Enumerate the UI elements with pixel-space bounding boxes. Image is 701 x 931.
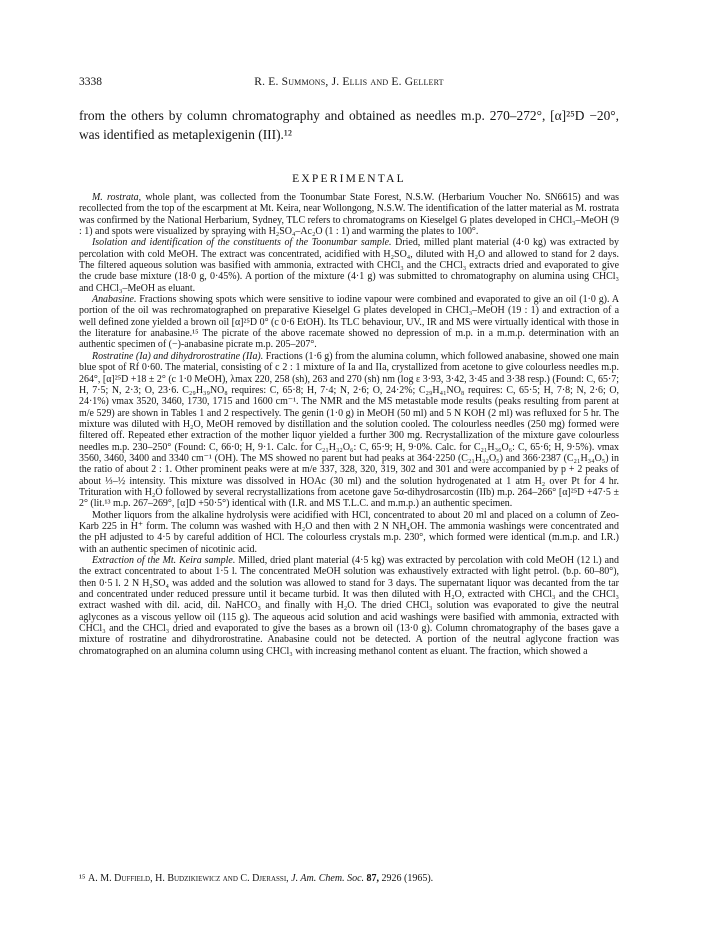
- paragraph: [79, 510, 619, 555]
- intro-paragraph: from the others by column chromatography and obtained as needles m.p. 270–272°, [α]²⁵D −20°, was identified as metaplexigenin (III).¹²: [79, 108, 619, 142]
- paragraph: [79, 555, 619, 657]
- page-number: 3338: [79, 76, 102, 88]
- paragraph-lead: M. rostrata,: [92, 192, 142, 203]
- running-title: R. E. Summons, J. Ellis and E. Gellert: [254, 76, 444, 88]
- paragraph-text: Dried, milled plant material (4·0 kg) was extracted by percolation with cold MeOH. The extract was concentrated, acidified with H₂SO₄, diluted with H₂O and allowed to stand for 2 days. The filtered aqueous solution was basified with ammonia, extracted with CHCl₃ and the CHCl₃ extracts dried and evaporated to give the crude base mixture (18·0 g, 0·45%). A portion of the mixture (4·1 g) was submitted to chromatography on alumina using CHCl₃ and CHCl₃–MeOH as eluant.: [79, 237, 619, 294]
- body-text: [79, 192, 619, 657]
- paragraph-lead: Extraction of the Mt. Keira sample.: [92, 555, 236, 566]
- paragraph-text: Fractions (1·6 g) from the alumina column, which followed anabasine, showed one main blue spot of Rf 0·60. The material, consisting of c 2 : 1 mixture of Ia and IIa, crystallized from acetone to give colourless needles m.p. 264°, [α]²⁵D +18 ± 2° (c 1·0 MeOH), λmax 220, 258 (sh), 263 and 270 (sh) nm (log ε 3·93, 3·42, 3·45 and 3·38 resp.) (Found: C, 65·7; H, 7·5; N, 2·3; O, 23·6. C₂₉H₃₉NO₈ requires: C, 65·8; H, 7·4; N, 2·6; O, 24·2%; C₂₉H₄₁NO₈ requires: C, 65·5; H, 7·8; N, 2·6; O, 24·1%) νmax 3520, 3460, 1730, 1715 and 1600 cm⁻¹. The NMR and the MS metastable mode results (peaks resulting from parent at m/e 529) are shown in Tables 1 and 2 respectively. The genin (1·0 g) in MeOH (50 ml) and 5 N KOH (2 ml) was refluxed for 5 hr. The mixture was diluted with H₂O, MeOH removed by distillation and the solution cooled. The colourless needles (250 mg) formed were filtered off. Repeated ether extraction of the mother liquor yielded a further 300 mg. Recrystallization of the mixture gave colourless needles m.p. 230–250° (Found: C, 66·0; H, 9·1. Calc. for C₂₁H₃₂O₆: C, 65·9; H, 9·0%. Calc. for C₂₁H₃₆O₆: C, 65·6; H, 9·5%). νmax 3560, 3460, 3400 and 3340 cm⁻¹ (OH). The MS showed no parent but had peaks at 364·2250 (C₂₁H₃₂O₅) and 366·2387 (C₂₁H₃₄O₅) in the ratio of about 2 : 1. Other prominent peaks were at m/e 337, 328, 320, 319, 302 and 301 and were accompanied by p + 2 peaks of about ⅓–½ intensity. This mixture was dissolved in HOAc (30 ml) and the solution hydrogenated at 1 atm H₂ over Pt for 4 hr. Trituration with H₂O followed by several recrystallizations from acetone gave 5α-dihydrosarcostin (IIb) m.p. 264–266° [α]²⁵D +47·5 ± 2° (lit.¹³ m.p. 267–269°, [α]D +50·5°) identical with (I.R. and MS T.L.C. and m.m.p.) an authentic specimen.: [79, 350, 619, 510]
- footnote-rest: 2926 (1965).: [381, 873, 434, 884]
- paragraph: [79, 237, 619, 294]
- paragraph-text: Fractions showing spots which were sensitive to iodine vapour were combined and evaporated to give an oil (1·0 g). A portion of the oil was rechromatographed on preparative Kieselgel G plates developed in CHCl₃–MeOH (19 : 1) and extraction of a well defined zone yielded a brown oil [α]²⁵D 0° (c 0·6 EtOH). Its TLC behaviour, UV., IR and MS were virtually identical with those in the literature for anabasine.¹⁵ The picrate of the above racemate showed no depression of m.p. in a m.m.p. determination with an authentic specimen of (−)-anabasine picrate m.p. 205–207°.: [79, 294, 619, 351]
- running-header: [79, 76, 619, 92]
- paragraph: [79, 192, 619, 237]
- paragraph-text: whole plant, was collected from the Toonumbar State Forest, N.S.W. (Herbarium Voucher No. SN6615) and was recollected from the top of the escarpment at Mt. Keira, near Wollongong, N.S.W. The identification of the latter material as M. rostrata was confirmed by the National Herbarium, Sydney, TLC refers to chromatograms on Kieselgel G plates developed in CHCl₃–MeOH (9 : 1) and spots were visualized by spraying with H₂SO₄–Ac₂O (1 : 1) and warming the plates to 100°.: [79, 192, 619, 238]
- paragraph-lead: Anabasine.: [92, 294, 137, 306]
- paragraph: [79, 351, 619, 510]
- paragraph-lead: Rostratine (Ia) and dihydrorostratine (IIa).: [92, 350, 264, 362]
- paragraph-text: Milled, dried plant material (4·5 kg) was extracted by percolation with cold MeOH (12 l.) and the extract concentrated to about 1·5 l. The concentrated MeOH solution was exhaustively extracted with light petrol. (b.p. 60–80°), then 0·5 l. 2 N H₂SO₄ was added and the solution was allowed to stand for 3 days. The supernatant liquor was decanted from the tar and concentrated under reduced pressure until it became turbid. It was then diluted with H₂O, extracted with CHCl₃ and the CHCl₃ extract washed with dil. acid, dil. NaHCO₃ and finally with H₂O. The dried CHCl₃ solution was evaporated to give the neutral aglycones as a viscous yellow oil (115 g). The aqueous acid solution and acid washings were basified with ammonia, extracted with CHCl₃ and the CHCl₃ dried and evaporated to give the bases as a brown oil (13·0 g). Column chromatography of the bases gave a mixture of rostratine and dihydrorostratine. Anabasine could not be detected. A portion of the neutral aglycone fraction was chromatographed on an alumina column using CHCl₃ with increasing methanol content as eluant. The fraction, which showed a: [79, 555, 619, 657]
- paragraph-lead: Isolation and identification of the constituents of the Toonumbar sample.: [92, 237, 392, 249]
- section-heading: EXPERIMENTAL: [292, 173, 406, 185]
- paragraph: [79, 294, 619, 351]
- footnote-journal: J. Am. Chem. Soc.: [291, 873, 365, 884]
- footnote: [79, 873, 619, 885]
- footnote-authors: A. M. Duffield, H. Budzikiewicz and C. Djerassi,: [87, 873, 289, 884]
- footnote-marker: ¹⁵: [79, 873, 86, 884]
- footnote-volume: 87,: [366, 873, 380, 884]
- paragraph-text: Mother liquors from the alkaline hydrolysis were acidified with HCl, concentrated to about 20 ml and placed on a column of Zeo-Karb 225 in H⁺ form. The column was washed with H₂O and then with 2 N NH₄OH. The ammonia washings were concentrated and the pH adjusted to 4·5 by careful addition of HCl. The colourless crystals m.p. 230°, which formed were identical (m.m.p. and I.R.) with an authentic specimen of nicotinic acid.: [79, 509, 619, 555]
